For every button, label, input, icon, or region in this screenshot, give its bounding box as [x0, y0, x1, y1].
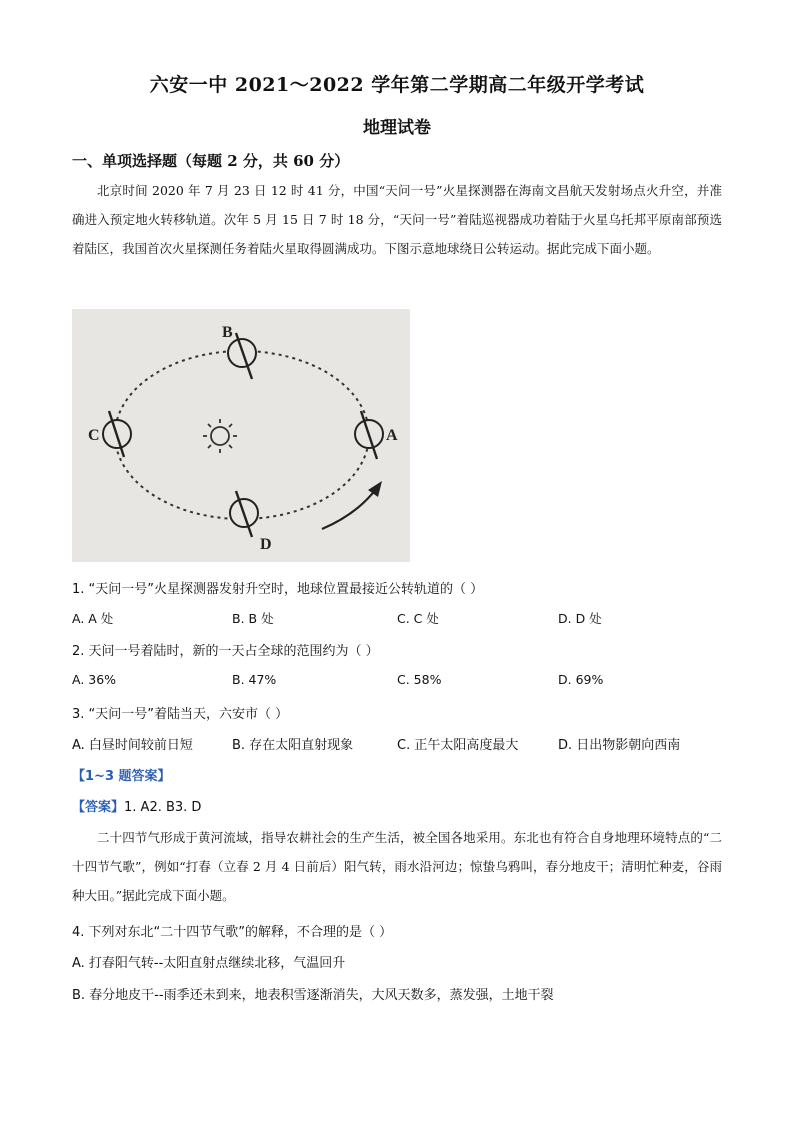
q3-option-c[interactable]: C. 正午太阳高度最大 — [397, 738, 519, 753]
q1-option-a[interactable]: A. A 处 — [72, 611, 114, 626]
exam-subtitle: 地理试卷 — [363, 118, 431, 138]
exam-title: 六安一中 2021～2022 学年第二学期高二年级开学考试 — [149, 74, 645, 96]
question-1-stem: 1. “天问一号”火星探测器发射升空时，地球位置最接近公转轨道的（ ） — [72, 582, 484, 597]
question-2-stem: 2. 天问一号着陆时，新的一天占全球的范围约为（ ） — [72, 644, 379, 659]
q1-option-c[interactable]: C. C 处 — [397, 611, 439, 626]
label-d: D — [260, 536, 272, 553]
q2-option-b[interactable]: B. 47% — [232, 672, 277, 687]
q4-option-b[interactable]: B. 春分地皮干--雨季还未到来，地表积雪逐渐消失，大风天数多，蒸发强，土地干裂 — [72, 988, 554, 1003]
q2-option-d[interactable]: D. 69% — [558, 672, 604, 687]
orbit-path — [115, 351, 369, 519]
section-heading: 一、单项选择题（每题 2 分，共 60 分） — [72, 152, 350, 170]
answer-text: 1. A2. B3. D — [124, 800, 202, 815]
orbit-figure — [72, 309, 410, 562]
answer-heading: 【1~3 题答案】 — [72, 769, 171, 784]
earth-a-icon — [355, 411, 383, 459]
passage-2: 二十四节气形成于黄河流域，指导农耕社会的生产生活，被全国各地采用。东北也有符合自身地理环境特点的“二十四节气歌”，例如“打春（立春 2 月 4 日前后）阳气转，雨水沿河边；惊蛰乌鸦叫，春分地皮干；清明忙种麦，谷雨种大田。”据此完成下面小题。 — [72, 830, 722, 903]
q3-option-d[interactable]: D. 日出物影朝向西南 — [558, 738, 681, 753]
question-3-options — [72, 734, 722, 754]
question-3-stem: 3. “天问一号”着陆当天，六安市（ ） — [72, 707, 289, 722]
answer-line — [72, 796, 201, 815]
answer-label: 【答案】 — [72, 800, 125, 815]
sun-icon — [203, 419, 237, 453]
q2-option-c[interactable]: C. 58% — [397, 672, 442, 687]
label-b: B — [222, 324, 233, 341]
question-1-options — [72, 609, 722, 629]
q3-option-b[interactable]: B. 存在太阳直射现象 — [232, 738, 354, 753]
question-2-options — [72, 672, 722, 692]
q4-option-a[interactable]: A. 打春阳气转--太阳直射点继续北移，气温回升 — [72, 956, 346, 971]
direction-arrow — [322, 489, 376, 529]
passage-1: 北京时间 2020 年 7 月 23 日 12 时 41 分，中国“天问一号”火星探测器在海南文昌航天发射场点火升空，并准确进入预定地火转移轨道。次年 5 月 15 日 7 时 18 分，“天问一号”着陆巡视器成功着陆于火星乌托邦平原南部预选着陆区，我国首次火星探测任务着陆火星取得圆满成功。下图示意地球绕日公转运动。据此完成下面小题。 — [72, 183, 722, 256]
question-4-stem: 4. 下列对东北“二十四节气歌”的解释，不合理的是（ ） — [72, 925, 393, 940]
earth-d-icon — [230, 491, 258, 537]
label-c: C — [88, 427, 100, 444]
q3-option-a[interactable]: A. 白昼时间较前日短 — [72, 738, 193, 753]
label-a: A — [386, 427, 398, 444]
q2-option-a[interactable]: A. 36% — [72, 672, 117, 687]
q1-option-b[interactable]: B. B 处 — [232, 611, 274, 626]
q1-option-d[interactable]: D. D 处 — [558, 611, 602, 626]
